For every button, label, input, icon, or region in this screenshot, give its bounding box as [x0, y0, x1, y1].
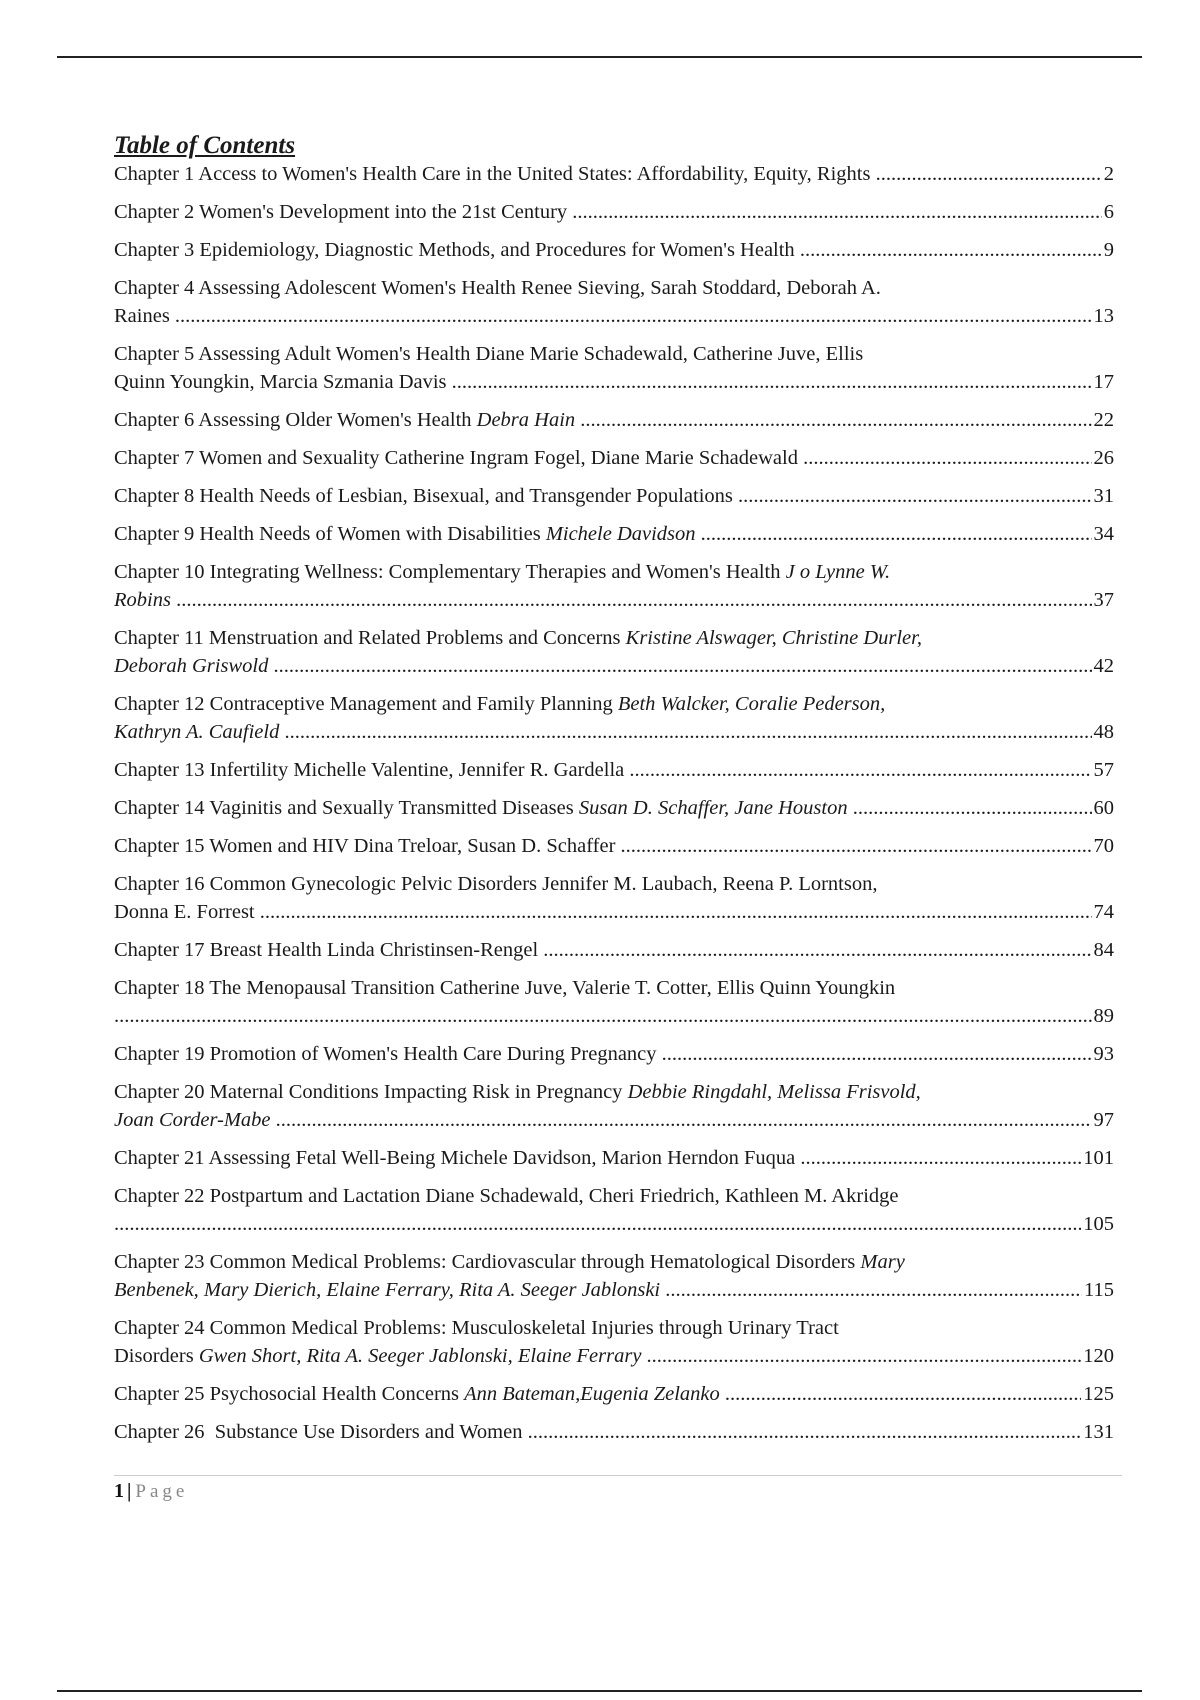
- toc-entry-page: 115: [1084, 1279, 1114, 1301]
- header-rule: [57, 56, 1142, 58]
- toc-entry-author: Mary: [860, 1251, 905, 1273]
- toc-entry-page: 9: [1103, 239, 1114, 261]
- toc-entry[interactable]: [114, 558, 1114, 614]
- toc-entry-page: 17: [1093, 371, 1114, 393]
- toc-entry-title: Chapter 4 Assessing Adolescent Women's Health Renee Sieving, Sarah Stoddard, Deborah A.: [114, 277, 881, 299]
- toc-entry-page: 6: [1103, 201, 1114, 223]
- toc-entry-page: 34: [1093, 523, 1114, 545]
- table-of-contents: [114, 131, 1114, 1456]
- toc-entry-title: Chapter 3 Epidemiology, Diagnostic Methods, and Procedures for Women's Health: [114, 239, 795, 261]
- toc-entry-page: 13: [1093, 305, 1114, 327]
- toc-entry-page: 42: [1093, 655, 1114, 677]
- toc-entry-title: Chapter 19 Promotion of Women's Health Care During Pregnancy: [114, 1043, 657, 1065]
- toc-entry-title: Chapter 23 Common Medical Problems: Cardiovascular through Hematological Disorders: [114, 1251, 856, 1273]
- toc-entry-page: 26: [1093, 447, 1114, 469]
- toc-entry-page: 101: [1083, 1147, 1114, 1169]
- toc-entry-author: Kristine Alswager, Christine Durler,: [625, 627, 922, 649]
- toc-entry-title: Chapter 17 Breast Health Linda Christinsen-Rengel: [114, 939, 539, 961]
- toc-entry[interactable]: [114, 1182, 1114, 1238]
- toc-entry[interactable]: [114, 236, 1114, 264]
- toc-entry-page: 22: [1093, 409, 1114, 431]
- page-footer: [114, 1478, 188, 1505]
- toc-entry-title: Chapter 22 Postpartum and Lactation Diane Schadewald, Cheri Friedrich, Kathleen M. Akridge: [114, 1185, 899, 1207]
- toc-entry-author-cont: Joan Corder-Mabe: [114, 1109, 271, 1131]
- toc-entry[interactable]: [114, 1418, 1114, 1446]
- toc-entry-title: Chapter 14 Vaginitis and Sexually Transmitted Diseases: [114, 797, 574, 819]
- toc-entry[interactable]: [114, 198, 1114, 226]
- toc-entry-title: Chapter 18 The Menopausal Transition Catherine Juve, Valerie T. Cotter, Ellis Quinn Youngkin: [114, 977, 896, 999]
- toc-entry-author: Debra Hain: [476, 409, 576, 431]
- toc-entry-title-cont: Disorders: [114, 1345, 194, 1367]
- toc-entry-page: 93: [1093, 1043, 1114, 1065]
- page-label: Page: [135, 1481, 189, 1502]
- toc-entry[interactable]: [114, 444, 1114, 472]
- toc-entry-author: J o Lynne W.: [785, 561, 891, 583]
- toc-entry-title: Chapter 7 Women and Sexuality Catherine Ingram Fogel, Diane Marie Schadewald: [114, 447, 798, 469]
- toc-entry[interactable]: [114, 406, 1114, 434]
- toc-entry-author-cont: Kathryn A. Caufield: [114, 721, 280, 743]
- toc-entry[interactable]: [114, 1314, 1114, 1370]
- toc-entry-title: Chapter 15 Women and HIV Dina Treloar, Susan D. Schaffer: [114, 835, 616, 857]
- toc-entry-title: Chapter 12 Contraceptive Management and Family Planning: [114, 693, 613, 715]
- toc-entry-title: Chapter 10 Integrating Wellness: Complementary Therapies and Women's Health: [114, 561, 781, 583]
- toc-entry-page: 31: [1093, 485, 1114, 507]
- toc-entry[interactable]: [114, 936, 1114, 964]
- toc-entry-author: Susan D. Schaffer, Jane Houston: [578, 797, 848, 819]
- toc-entry-page: 84: [1093, 939, 1114, 961]
- toc-entry-page: 105: [1083, 1213, 1114, 1235]
- toc-entry[interactable]: [114, 690, 1114, 746]
- toc-entry[interactable]: [114, 1248, 1114, 1304]
- toc-entry-author: Beth Walcker, Coralie Pederson,: [617, 693, 886, 715]
- toc-entry[interactable]: [114, 482, 1114, 510]
- toc-entry[interactable]: [114, 832, 1114, 860]
- toc-entry-page: 97: [1093, 1109, 1114, 1131]
- toc-entry-page: 57: [1093, 759, 1114, 781]
- footer-page-rule: [57, 1690, 1142, 1692]
- toc-entry-page: 125: [1083, 1383, 1114, 1405]
- toc-entry[interactable]: [114, 624, 1114, 680]
- toc-entry-title: Chapter 6 Assessing Older Women's Health: [114, 409, 472, 431]
- toc-entry-title: Chapter 1 Access to Women's Health Care in the United States: Affordability, Equity, Rights: [114, 163, 871, 185]
- toc-entry-page: 74: [1093, 901, 1114, 923]
- toc-entry-title: Chapter 2 Women's Development into the 21st Century: [114, 201, 568, 223]
- page-number: 1: [114, 1480, 124, 1502]
- toc-entry-page: 2: [1103, 163, 1114, 185]
- toc-entry[interactable]: [114, 340, 1114, 396]
- toc-title: Table of Contents: [114, 132, 296, 159]
- toc-entry-title: Chapter 13 Infertility Michelle Valentine, Jennifer R. Gardella: [114, 759, 625, 781]
- footer-separator: |: [127, 1480, 132, 1502]
- footer-rule: [114, 1475, 1122, 1476]
- toc-entry-page: 37: [1093, 589, 1114, 611]
- toc-entry-title-cont: Raines: [114, 305, 170, 327]
- toc-entry[interactable]: [114, 1078, 1114, 1134]
- toc-entry-title: Chapter 11 Menstruation and Related Problems and Concerns: [114, 627, 621, 649]
- toc-entry-title: Chapter 26 Substance Use Disorders and Women: [114, 1421, 523, 1443]
- toc-entry-title-cont: Donna E. Forrest: [114, 901, 255, 923]
- toc-entry-title-cont: Quinn Youngkin, Marcia Szmania Davis: [114, 371, 447, 393]
- toc-entry-page: 120: [1083, 1345, 1114, 1367]
- toc-entry[interactable]: [114, 160, 1114, 188]
- toc-entry-author: Gwen Short, Rita A. Seeger Jablonski, Elaine Ferrary: [198, 1345, 642, 1367]
- toc-entry-title: Chapter 16 Common Gynecologic Pelvic Disorders Jennifer M. Laubach, Reena P. Lorntson,: [114, 873, 878, 895]
- toc-entry-page: 60: [1093, 797, 1114, 819]
- toc-entry[interactable]: [114, 974, 1114, 1030]
- toc-entry-page: 89: [1093, 1005, 1114, 1027]
- toc-entry-author: Debbie Ringdahl, Melissa Frisvold,: [627, 1081, 921, 1103]
- toc-entry-page: 70: [1093, 835, 1114, 857]
- toc-entry-author-cont: Deborah Griswold: [114, 655, 269, 677]
- toc-entry[interactable]: [114, 520, 1114, 548]
- toc-entry-title: Chapter 8 Health Needs of Lesbian, Bisexual, and Transgender Populations: [114, 485, 733, 507]
- toc-entry-title: Chapter 5 Assessing Adult Women's Health Diane Marie Schadewald, Catherine Juve, Ellis: [114, 343, 864, 365]
- toc-entry[interactable]: [114, 1380, 1114, 1408]
- toc-entry-title: Chapter 20 Maternal Conditions Impacting Risk in Pregnancy: [114, 1081, 623, 1103]
- toc-entry[interactable]: [114, 794, 1114, 822]
- toc-entry[interactable]: [114, 1040, 1114, 1068]
- toc-entry-title: Chapter 25 Psychosocial Health Concerns: [114, 1383, 460, 1405]
- toc-entry[interactable]: [114, 870, 1114, 926]
- toc-entry[interactable]: [114, 1144, 1114, 1172]
- toc-entry-title: Chapter 21 Assessing Fetal Well-Being Michele Davidson, Marion Herndon Fuqua: [114, 1147, 796, 1169]
- toc-entry-page: 48: [1093, 721, 1114, 743]
- toc-entry[interactable]: [114, 756, 1114, 784]
- toc-entry-page: 131: [1083, 1421, 1114, 1443]
- toc-entry-title: Chapter 24 Common Medical Problems: Musculoskeletal Injuries through Urinary Tract: [114, 1317, 839, 1339]
- toc-entry-author-cont: Benbenek, Mary Dierich, Elaine Ferrary, Rita A. Seeger Jablonski: [114, 1279, 661, 1301]
- toc-entry-author: Michele Davidson: [545, 523, 696, 545]
- toc-entry[interactable]: [114, 274, 1114, 330]
- toc-entry-author: Ann Bateman,Eugenia Zelanko: [464, 1383, 720, 1405]
- toc-entry-title: Chapter 9 Health Needs of Women with Disabilities: [114, 523, 541, 545]
- toc-entry-author-cont: Robins: [114, 589, 171, 611]
